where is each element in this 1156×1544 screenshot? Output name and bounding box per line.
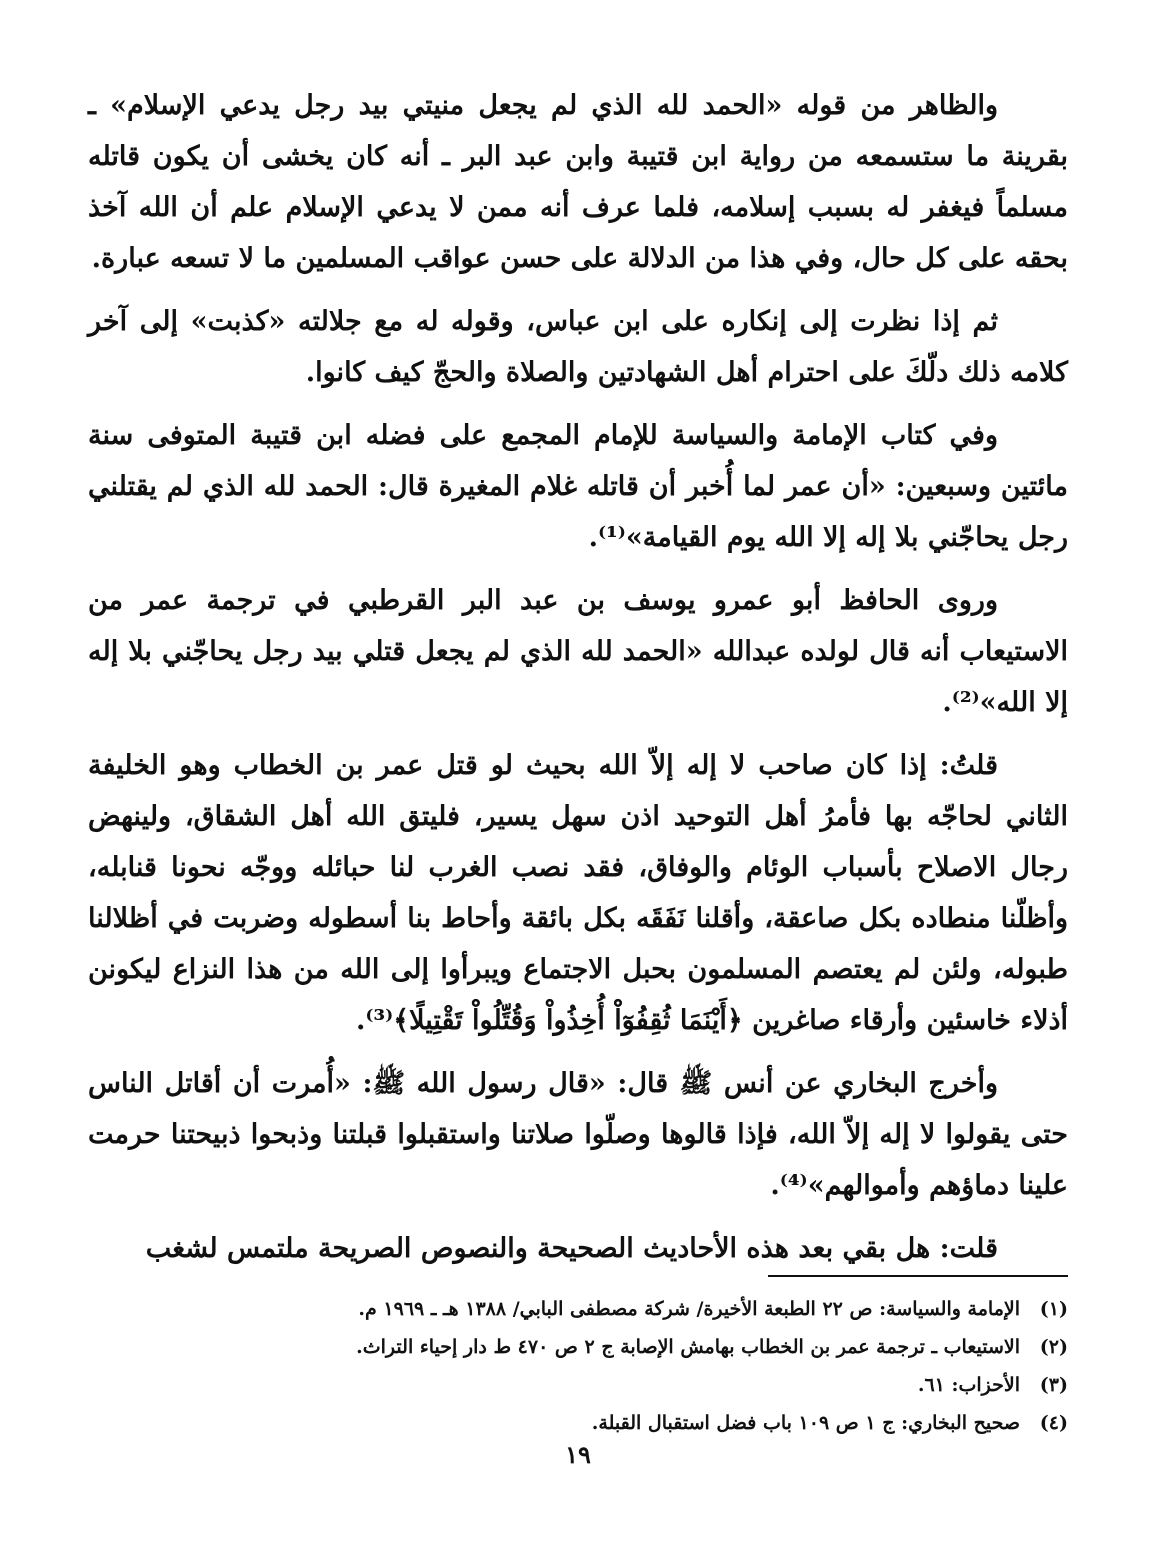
paragraph-3: وفي كتاب الإمامة والسياسة للإمام المجمع على فضله ابن قتيبة المتوفى سنة مائتين وسبعين: «أن عمر لما أُخبر أن قاتله غلام المغيرة قال: الحمد لله الذي لم يقتلني رجل يحاجّني بلا إله إلا الله يوم القيامة»⁽¹⁾. bbox=[88, 420, 1068, 553]
footnote-number: (٢) bbox=[1039, 1336, 1068, 1358]
footnote-2 bbox=[88, 1328, 1068, 1366]
footnote-number: (١) bbox=[1039, 1298, 1068, 1320]
footnote-4 bbox=[88, 1404, 1068, 1442]
paragraph-5: قلتُ: إذا كان صاحب لا إله إلاّ الله بحيث لو قتل عمر بن الخطاب وهو الخليفة الثاني لحاجّه بها فأمرُ أهل التوحيد اذن سهل يسير، فليتق الله أهل الشقاق، ولينهض رجال الاصلاح بأسباب الوئام والوفاق، فقد نصب الغرب لنا حبائله ووجّه نحونا قنابله، وأظلّنا منطاده بكل صاعقة، وأقلنا نَفَقَه بكل بائقة وأحاط بنا أسطوله وضربت في أظلالنا طبوله، ولئن لم يعتصم المسلمون بحبل الاجتماع ويبرأوا إلى الله من هذا النزاع ليكونن أذلاء خاسئين وأرقاء صاغرين ﴿أَيْنَمَا ثُقِفُوٓاْ أُخِذُواْ وَقُتِّلُواْ تَقْتِيلًا﴾⁽³⁾. bbox=[88, 750, 1068, 1036]
footnote-number: (٤) bbox=[1039, 1412, 1068, 1434]
footnotes bbox=[88, 1290, 1068, 1442]
paragraph-2: ثم إذا نظرت إلى إنكاره على ابن عباس، وقوله له مع جلالته «كذبت» إلى آخر كلامه ذلك دلّكَ على احترام أهل الشهادتين والصلاة والحجّ كيف كانوا. bbox=[88, 306, 1068, 388]
paragraph-6: وأخرج البخاري عن أنس ﷺ قال: «قال رسول الله ﷺ: «أُمرت أن أقاتل الناس حتى يقولوا لا إله إلاّ الله، فإذا قالوها وصلّوا صلاتنا واستقبلوا قبلتنا وذبحوا ذبيحتنا حرمت علينا دماؤهم وأموالهم»⁽⁴⁾. bbox=[88, 1068, 1068, 1201]
paragraph-1: والظاهر من قوله «الحمد لله الذي لم يجعل منيتي بيد رجل يدعي الإسلام» ـ بقرينة ما ستسمعه من رواية ابن قتيبة وابن عبد البر ـ أنه كان يخشى أن يكون قاتله مسلماً فيغفر له بسبب إسلامه، فلما عرف أنه ممن لا يدعي الإسلام علم أن الله آخذ بحقه على كل حال، وفي هذا من الدلالة على حسن عواقب المسلمين ما لا تسعه عبارة. bbox=[88, 90, 1068, 274]
footnote-text: الاستيعاب ـ ترجمة عمر بن الخطاب بهامش الإصابة ج ٢ ص ٤٧٠ ط دار إحياء التراث. bbox=[356, 1336, 1020, 1358]
page-body bbox=[88, 80, 1068, 1286]
paragraph-7: قلت: هل بقي بعد هذه الأحاديث الصحيحة والنصوص الصريحة ملتمس لشغب bbox=[145, 1233, 998, 1264]
footnote-number: (٣) bbox=[1039, 1374, 1068, 1396]
footnote-1 bbox=[88, 1290, 1068, 1328]
footnote-divider bbox=[768, 1275, 1068, 1277]
footnote-text: الأحزاب: ٦١. bbox=[917, 1374, 1020, 1396]
page-number: ١٩ bbox=[565, 1440, 591, 1469]
footnote-3 bbox=[88, 1366, 1068, 1404]
paragraph-4: وروى الحافظ أبو عمرو يوسف بن عبد البر القرطبي في ترجمة عمر من الاستيعاب أنه قال لولده عبدالله «الحمد لله الذي لم يجعل قتلي بيد رجل يحاجّني بلا إله إلا الله»⁽²⁾. bbox=[88, 585, 1068, 718]
footnote-text: صحيح البخاري: ج ١ ص ١٠٩ باب فضل استقبال القبلة. bbox=[591, 1412, 1020, 1434]
footnote-text: الإمامة والسياسة: ص ٢٢ الطبعة الأخيرة/ شركة مصطفى البابي/ ١٣٨٨ هـ ـ ١٩٦٩ م. bbox=[358, 1298, 1020, 1320]
